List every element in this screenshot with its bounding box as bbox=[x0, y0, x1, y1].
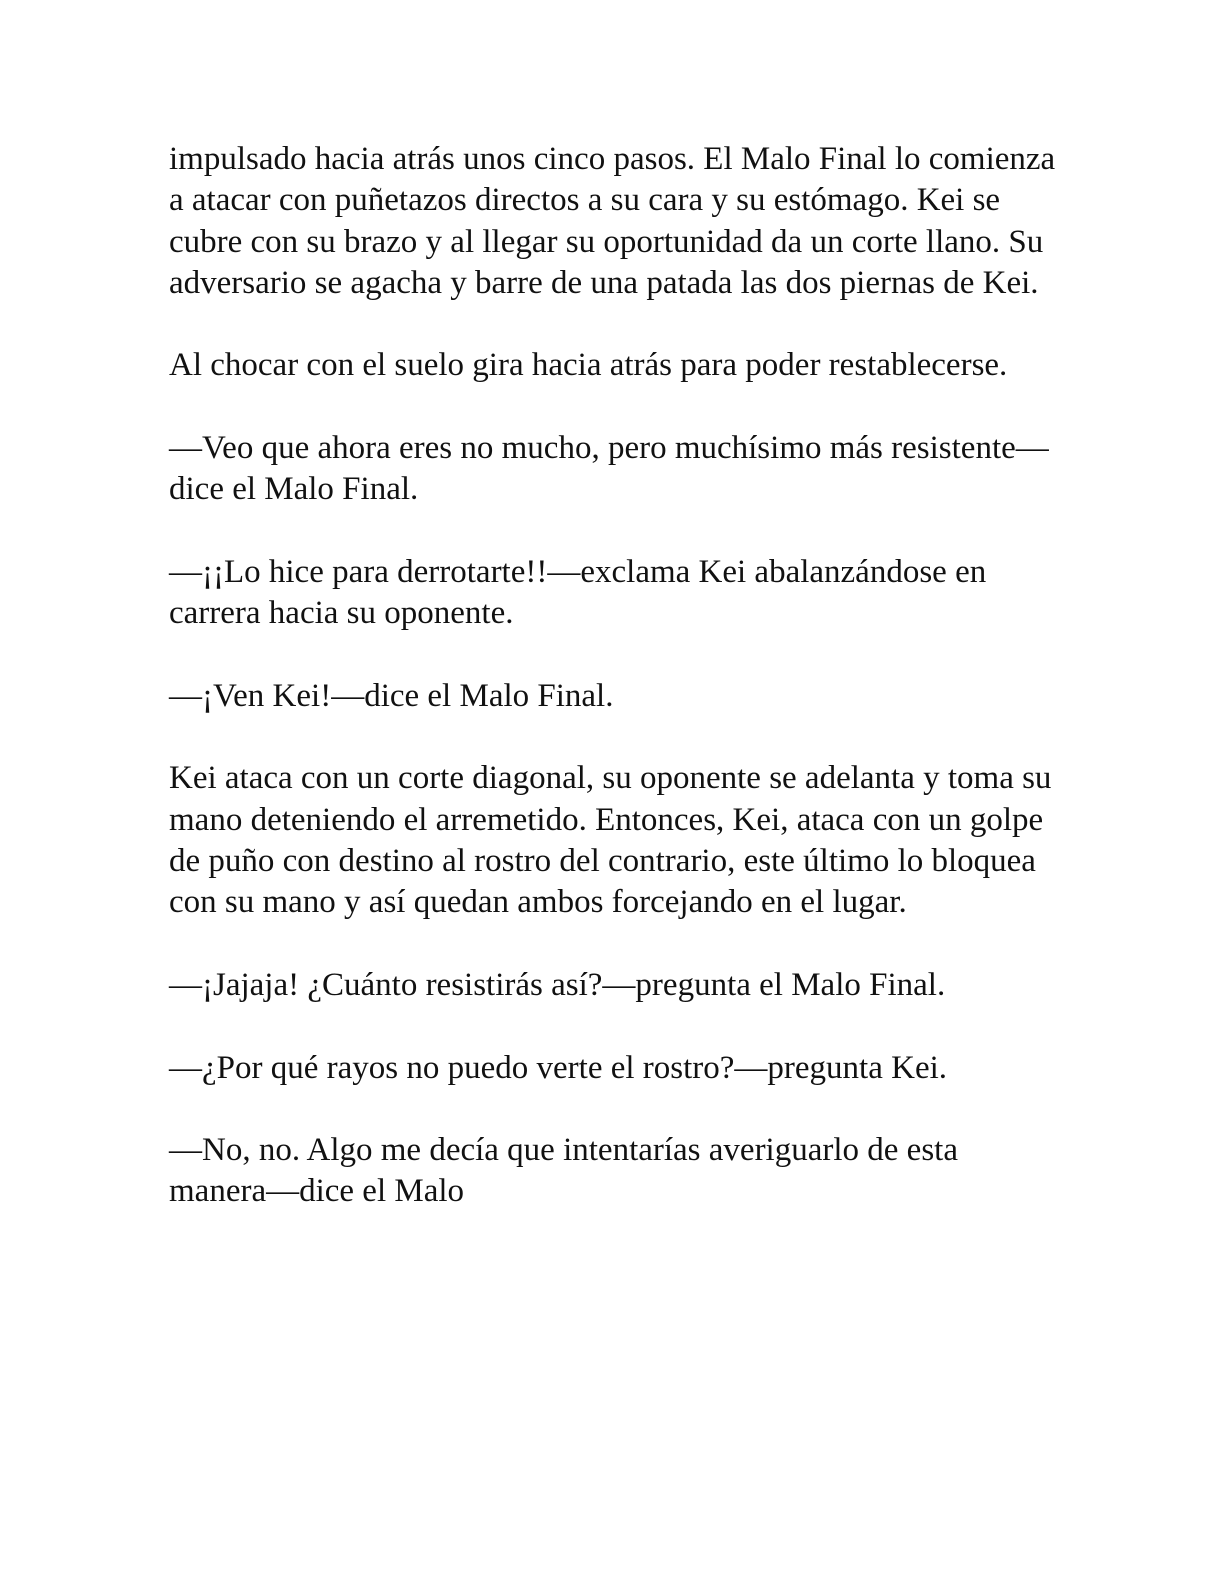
dialogue-paragraph: —¡Ven Kei!—dice el Malo Final. bbox=[169, 677, 614, 714]
body-text bbox=[169, 139, 1059, 1213]
paragraph: Al chocar con el suelo gira hacia atrás para poder restablecerse. bbox=[169, 347, 1008, 384]
dialogue-paragraph: —¡Jajaja! ¿Cuánto resistirás así?—pregunta el Malo Final. bbox=[169, 966, 946, 1003]
paragraph: Kei ataca con un corte diagonal, su oponente se adelanta y toma su mano deteniendo el arremetido. Entonces, Kei, ataca con un golpe de puño con destino al rostro del contrario, este último lo bloquea con su mano y así quedan ambos forcejando en el lugar. bbox=[169, 760, 1052, 921]
dialogue-paragraph: —Veo que ahora eres no mucho, pero muchísimo más resistente—dice el Malo Final. bbox=[169, 430, 1049, 508]
dialogue-paragraph: —¿Por qué rayos no puedo verte el rostro?—pregunta Kei. bbox=[169, 1049, 948, 1086]
dialogue-paragraph: —¡¡Lo hice para derrotarte!!—exclama Kei abalanzándose en carrera hacia su oponente. bbox=[169, 553, 987, 632]
paragraph: impulsado hacia atrás unos cinco pasos. El Malo Final lo comienza a atacar con puñetazos directos a su cara y su estómago. Kei se cubre con su brazo y al llegar su oportunidad da un corte llano. Su adversario se agacha y barre de una patada las dos piernas de Kei. bbox=[169, 141, 1056, 301]
dialogue-paragraph: —No, no. Algo me decía que intentarías averiguarlo de esta manera—dice el Malo bbox=[169, 1132, 958, 1210]
